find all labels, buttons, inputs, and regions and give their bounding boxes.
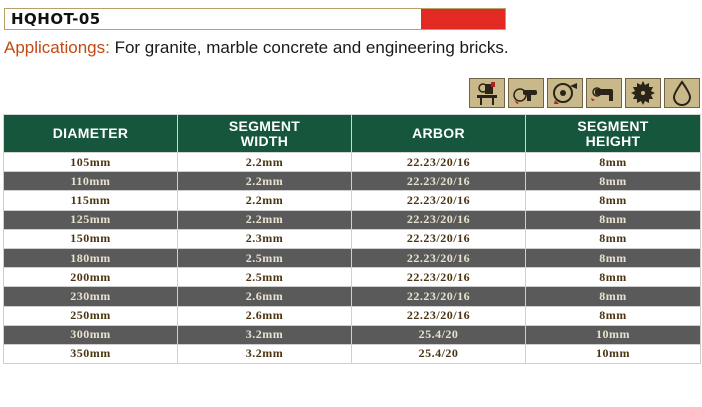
table-cell: 22.23/20/16	[352, 191, 526, 210]
table-cell: 22.23/20/16	[352, 172, 526, 191]
table-cell: 10mm	[526, 344, 701, 363]
table-cell: 22.23/20/16	[352, 210, 526, 229]
table-cell: 105mm	[4, 153, 178, 172]
table-cell: 25.4/20	[352, 344, 526, 363]
table-cell: 2.3mm	[178, 229, 352, 248]
table-cell: 10mm	[526, 325, 701, 344]
applications-text: For granite, marble concrete and engineering bricks.	[109, 38, 509, 57]
table-cell: 3.2mm	[178, 325, 352, 344]
table-cell: 2.2mm	[178, 210, 352, 229]
water-drop-icon	[664, 78, 700, 108]
table-row	[4, 210, 701, 229]
model-header-bar	[4, 8, 506, 30]
table-cell: 3.2mm	[178, 344, 352, 363]
application-icons	[469, 78, 700, 108]
table-row	[4, 344, 701, 363]
applications-label: Applicationgs	[4, 38, 106, 57]
table-cell: 200mm	[4, 268, 178, 287]
table-row	[4, 306, 701, 325]
table-cell: 2.6mm	[178, 306, 352, 325]
saw-blade-icon	[625, 78, 661, 108]
table-cell: 8mm	[526, 306, 701, 325]
table-cell: 2.6mm	[178, 287, 352, 306]
table-row	[4, 172, 701, 191]
table-cell: 25.4/20	[352, 325, 526, 344]
table-cell: 125mm	[4, 210, 178, 229]
angle-grinder-icon	[508, 78, 544, 108]
table-cell: 22.23/20/16	[352, 287, 526, 306]
table-cell: 350mm	[4, 344, 178, 363]
table-cell: 2.5mm	[178, 268, 352, 287]
table-cell: 8mm	[526, 172, 701, 191]
table-row	[4, 287, 701, 306]
table-header-row	[4, 115, 701, 153]
table-cell: 230mm	[4, 287, 178, 306]
header-accent-block	[421, 9, 505, 29]
applications-separator: :	[105, 38, 110, 57]
table-row	[4, 325, 701, 344]
column-header-diameter: DIAMETER	[4, 115, 178, 153]
table-cell: 8mm	[526, 229, 701, 248]
table-cell: 2.2mm	[178, 153, 352, 172]
table-row	[4, 268, 701, 287]
table-cell: 2.5mm	[178, 248, 352, 267]
handheld-cutter-icon	[586, 78, 622, 108]
table-cell: 2.2mm	[178, 191, 352, 210]
column-header-segment-height: SEGMENT HEIGHT	[526, 115, 701, 153]
table-cell: 8mm	[526, 268, 701, 287]
table-cell: 180mm	[4, 248, 178, 267]
table-cell: 2.2mm	[178, 172, 352, 191]
table-cell: 110mm	[4, 172, 178, 191]
table-row	[4, 191, 701, 210]
table-cell: 300mm	[4, 325, 178, 344]
table-cell: 22.23/20/16	[352, 248, 526, 267]
table-row	[4, 153, 701, 172]
table-cell: 8mm	[526, 248, 701, 267]
table-cell: 8mm	[526, 287, 701, 306]
column-header-segment-width: SEGMENT WIDTH	[178, 115, 352, 153]
table-cell: 22.23/20/16	[352, 229, 526, 248]
bench-saw-icon	[469, 78, 505, 108]
table-row	[4, 248, 701, 267]
table-cell: 22.23/20/16	[352, 306, 526, 325]
table-cell: 8mm	[526, 153, 701, 172]
column-header-arbor: ARBOR	[352, 115, 526, 153]
model-code: HQHOT-05	[11, 10, 101, 28]
table-cell: 115mm	[4, 191, 178, 210]
table-cell: 8mm	[526, 191, 701, 210]
table-cell: 8mm	[526, 210, 701, 229]
circular-saw-icon	[547, 78, 583, 108]
table-cell: 250mm	[4, 306, 178, 325]
table-cell: 22.23/20/16	[352, 268, 526, 287]
table-cell: 22.23/20/16	[352, 153, 526, 172]
table-cell: 150mm	[4, 229, 178, 248]
table-row	[4, 229, 701, 248]
specification-table	[3, 114, 701, 364]
applications-line	[4, 38, 509, 58]
